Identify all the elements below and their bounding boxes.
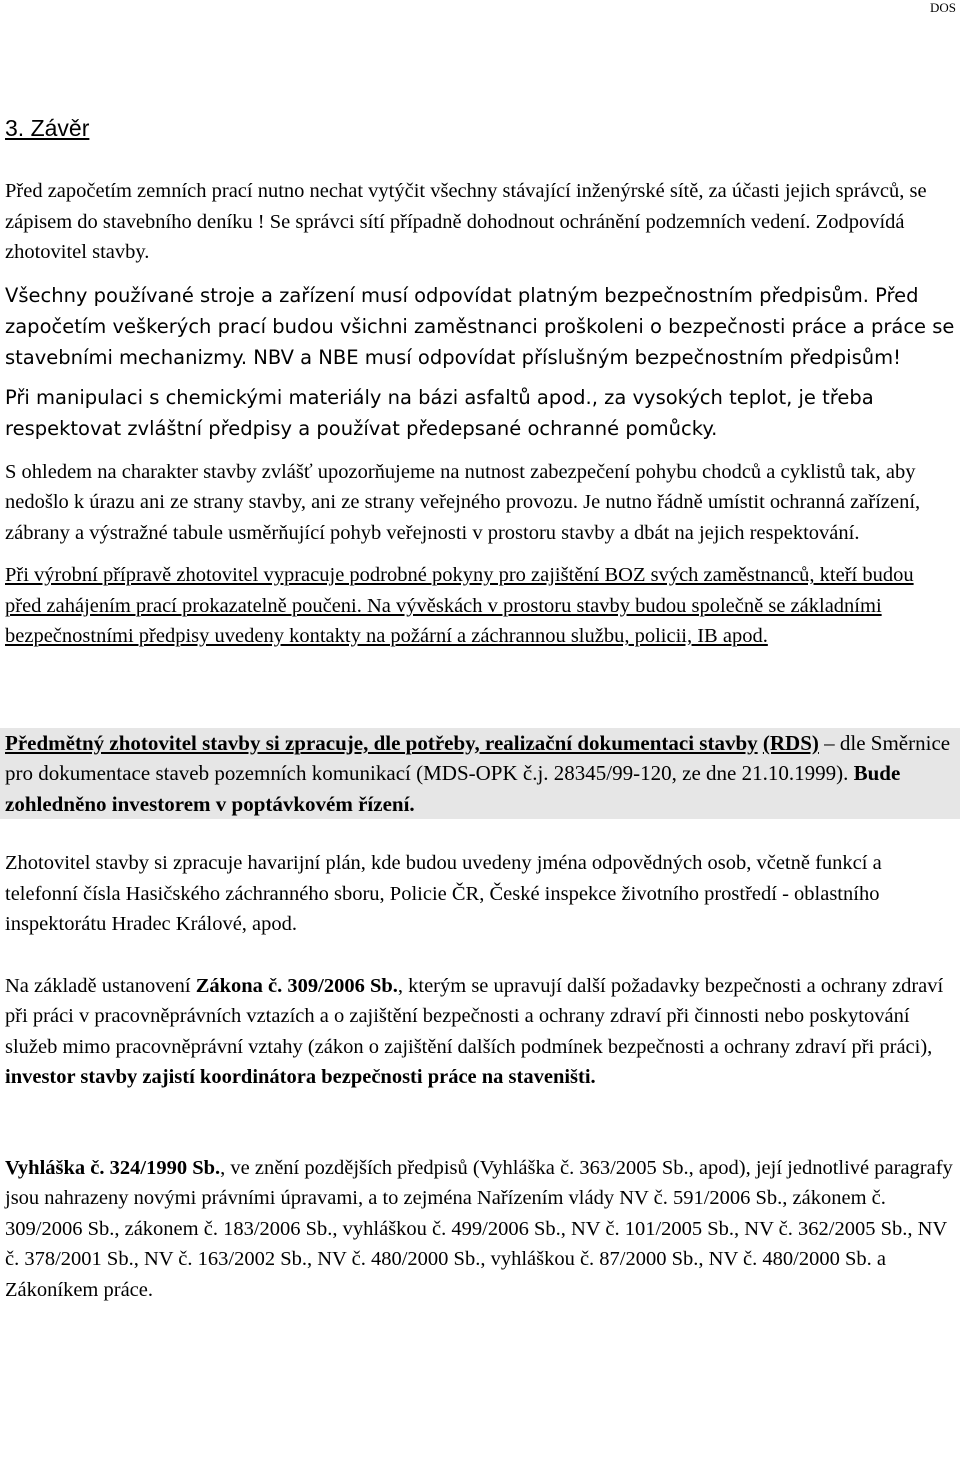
paragraph-machinery-safety: Všechny používané stroje a zařízení musí odpovídat platným bezpečnostním předpisům. Před započetím veškerých prací budou všichni zaměstnanci proškoleni o bezpečnosti práce a práce se stavebními mechanizmy. NBV a NBE musí odpovídat příslušným bezpečnostním předpisům! (5, 283, 955, 369)
rds-abbrev: (RDS) (762, 730, 819, 755)
paragraph-pedestrian-safety: S ohledem na charakter stavby zvlášť upozorňujeme na nutnost zabezpečení pohybu chodců a cyklistů tak, aby nedošlo k úrazu ani ze strany stavby, ani ze strany veřejného provozu. Je nutno řádně umístit ochranná zařízení, zábrany a výstražné tabule usměrňující pohyb veřejnosti v prostoru stavby a dbát na jejich respektování. (5, 460, 921, 544)
rds-bold-text: Předmětný zhotovitel stavby si zpracuje, dle potřeby, realizační dokumentaci stavby (5, 730, 758, 755)
rds-investor-note: Bude zohledněno investorem v poptávkovém řízení. (5, 761, 901, 816)
regulation-description: , ve znění pozdějších předpisů (Vyhláška č. 363/2005 Sb., apod), její jednotlivé paragrafy jsou nahrazeny novými právními úpravami, a to zejména Nařízením vlády NV č. 591/2006 Sb., zákonem č. 309/2006 Sb., zákonem č. 183/2006 Sb., vyhláškou č. 499/2006 Sb., NV č. 101/2005 Sb., NV č. 362/2005 Sb., NV č. 378/2001 Sb., NV č. 163/2002 Sb., NV č. 480/2000 Sb., vyhláškou č. 87/2000 Sb., NV č. 480/2000 Sb. a Zákoníkem práce. (5, 1156, 953, 1301)
paragraph-law-309 (5, 971, 955, 1093)
law-intro: Na základě ustanovení (5, 974, 196, 997)
highlighted-rds-paragraph (0, 728, 960, 820)
law-description: , kterým se upravují další požadavky bezpečnosti a ochrany zdraví při práci v pracovněprávních vztazích a o zajištění bezpečnosti a ochrany zdraví při činnosti nebo poskytování služeb mimo pracovněprávní vztahy (zákon o zajištění dalších podmínek bezpečnosti a ochrany zdraví při práci), (5, 974, 944, 1058)
coordinator-requirement: investor stavby zajistí koordinátora bezpečnosti práce na staveništi. (5, 1066, 596, 1088)
paragraph-regulation-324 (5, 1153, 955, 1306)
regulation-reference: Vyhláška č. 324/1990 Sb. (5, 1156, 221, 1179)
paragraph-boz-preparation: Při výrobní přípravě zhotovitel vypracuje podrobné pokyny pro zajištění BOZ svých zaměstnanců, kteří budou před zahájením prací prokazatelně poučeni. Na vývěskách v prostoru stavby budou společně se základními bezpečnostními předpisy uvedeny kontakty na požární a záchrannou službu, policii, IB apod. (5, 564, 914, 647)
paragraph-site-utilities: Před započetím zemních prací nutno nechat vytýčit všechny stávající inženýrské sítě, za účasti jejich správců, se zápisem do stavebního deníku ! Se správci sítí případně dohodnout ochránění podzemních vedení. Zodpovídá zhotovitel stavby. (5, 180, 927, 263)
paragraph-emergency-plan: Zhotovitel stavby si zpracuje havarijní plán, kde budou uvedeny jména odpovědných osob, včetně funkcí a telefonní čísla Hasičského záchranného sboru, Policie ČR, České inspekce životního prostředí - oblastního inspektorátu Hradec Králové, apod. (5, 852, 882, 935)
paragraph-chemicals: Při manipulaci s chemickými materiály na bázi asfaltů apod., za vysokých teplot, je třeba respektovat zvláštní předpisy a používat předepsané ochranné pomůcky. (5, 385, 874, 440)
section-title: 3. Závěr (5, 115, 90, 141)
document-body (5, 114, 955, 1305)
rds-directive-text: – dle Směrnice pro dokumentace staveb pozemních komunikací (MDS-OPK č.j. 28345/99-120, ze dne 21.10.1999). (5, 730, 951, 785)
law-reference: Zákona č. 309/2006 Sb. (195, 974, 398, 997)
page-header-label: DOS (929, 0, 956, 15)
